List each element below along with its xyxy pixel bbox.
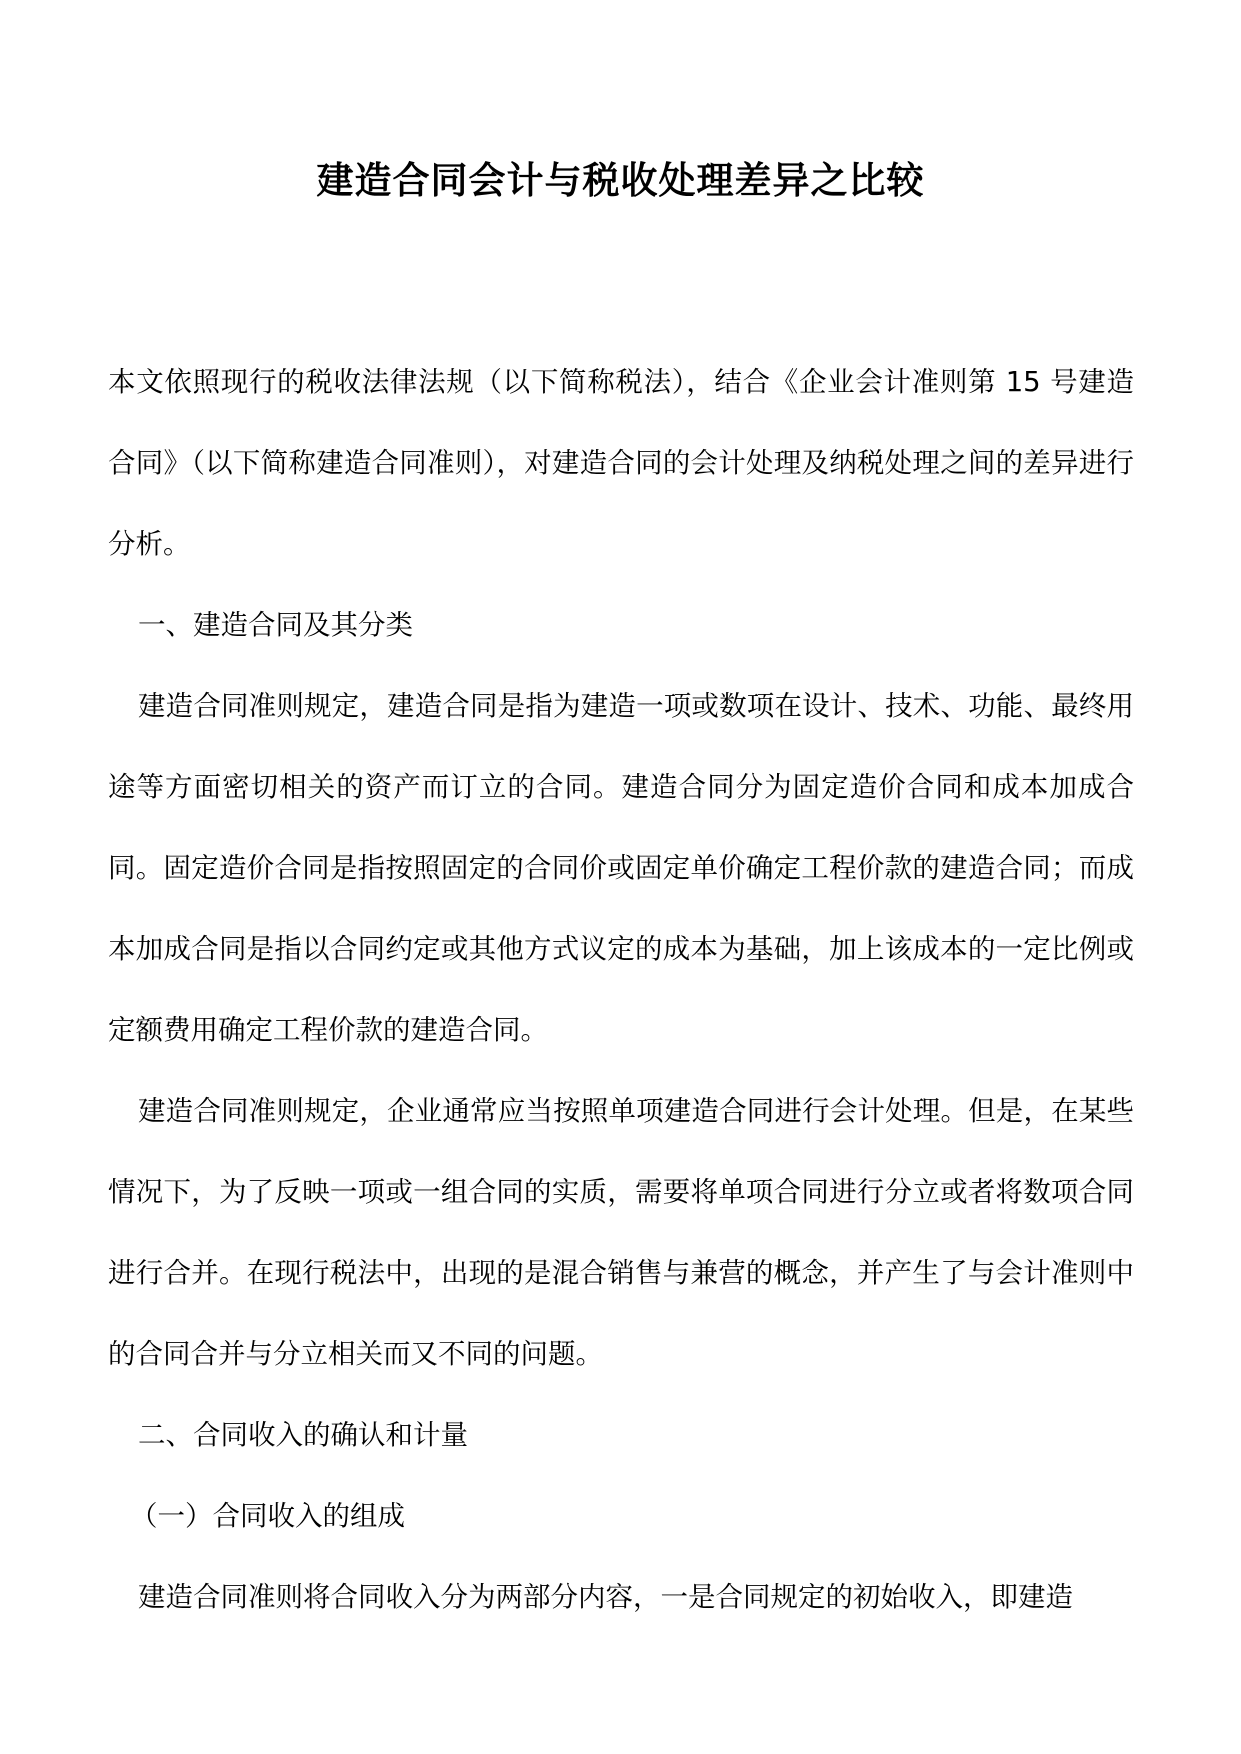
body-paragraph: 建造合同准则将合同收入分为两部分内容，一是合同规定的初始收入，即建造 xyxy=(138,1581,1073,1613)
intro-paragraph: 本文依照现行的税收法律法规（以下简称税法），结合《企业会计准则第 15 号建造合同》（以下简称建造合同准则），对建造合同的会计处理及纳税处理之间的差异进行分析。 xyxy=(108,366,1134,560)
section-heading-2: 二、合同收入的确认和计量 xyxy=(138,1419,468,1451)
body-paragraph: 建造合同准则规定，建造合同是指为建造一项或数项在设计、技术、功能、最终用途等方面密切相关的资产而订立的合同。建造合同分为固定造价合同和成本加成合同。固定造价合同是指按照固定的合同价或固定单价确定工程价款的建造合同；而成本加成合同是指以合同约定或其他方式议定的成本为基础，加上该成本的一定比例或定额费用确定工程价款的建造合同。 xyxy=(108,690,1134,1046)
document-title: 建造合同会计与税收处理差异之比较 xyxy=(316,158,925,202)
subsection-heading: （一）合同收入的组成 xyxy=(130,1500,405,1532)
body-paragraph: 建造合同准则规定，企业通常应当按照单项建造合同进行会计处理。但是，在某些情况下，为了反映一项或一组合同的实质，需要将单项合同进行分立或者将数项合同进行合并。在现行税法中，出现的是混合销售与兼营的概念，并产生了与会计准则中的合同合并与分立相关而又不同的问题。 xyxy=(108,1095,1134,1370)
section-heading-1: 一、建造合同及其分类 xyxy=(138,609,413,641)
document-body xyxy=(108,342,1134,1638)
